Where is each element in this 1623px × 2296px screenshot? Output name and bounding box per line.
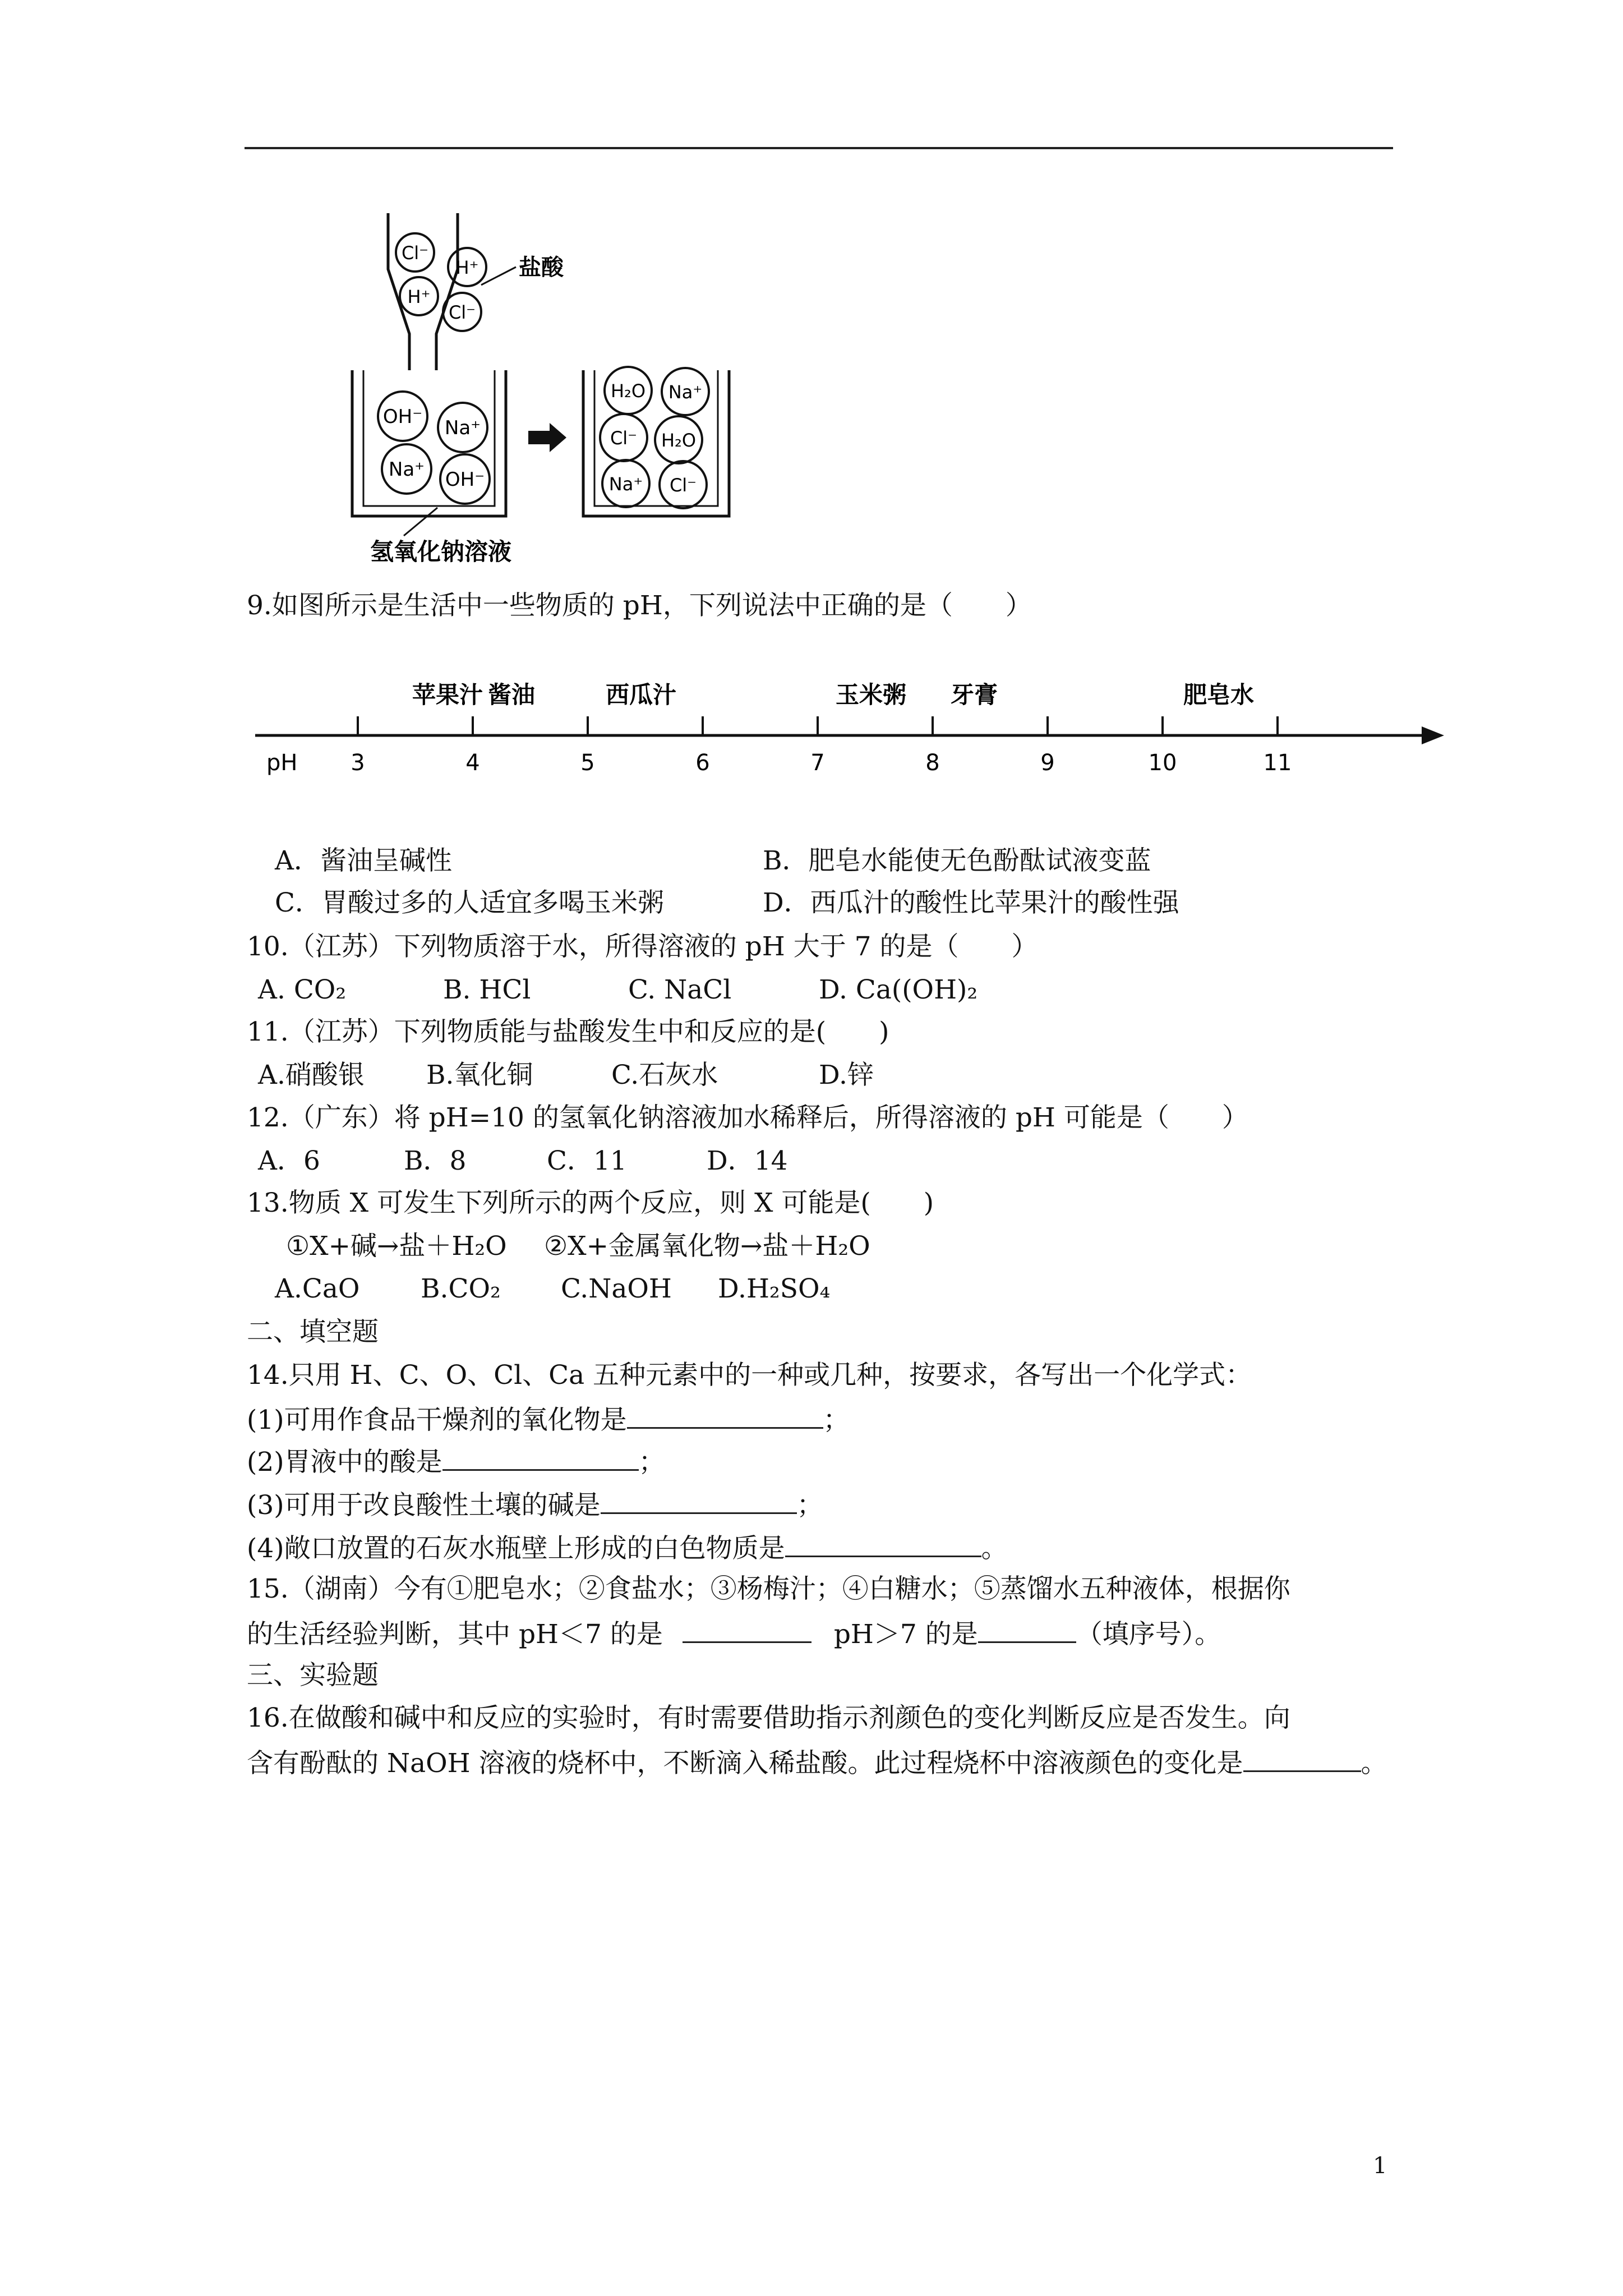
q13-reaction-1: ①X+碱→盐＋H₂O	[286, 1231, 507, 1262]
q13-reaction-2: ②X+金属氧化物→盐＋H₂O	[544, 1231, 870, 1262]
q14-item-2	[247, 1443, 665, 1479]
q10-option-d: D. Ca((OH)₂	[819, 974, 978, 1005]
q10-option-a: A. CO₂	[258, 974, 347, 1005]
q13-option-d: D.H₂SO₄	[718, 1273, 831, 1304]
q14-stem: 14.只用 H、C、O、Cl、Ca 五种元素中的一种或几种，按要求，各写出一个化学式：	[247, 1360, 1252, 1391]
ph-tick-label: 8	[925, 750, 940, 776]
beaker-right-ion-6: Cl⁻	[669, 475, 697, 496]
q9-option-b: B．肥皂水能使无色酚酞试液变蓝	[763, 845, 1151, 876]
substance-soap-water: 肥皂水	[1183, 681, 1255, 708]
header-rule	[245, 147, 1393, 149]
q14-item-1-text: (1)可用作食品干燥剂的氧化物是	[247, 1405, 627, 1435]
funnel-ion-1: Cl⁻	[401, 242, 429, 264]
q11-option-d: D.锌	[819, 1060, 874, 1091]
ph-tick-label: 9	[1040, 750, 1055, 776]
q16-end: 。	[1361, 1748, 1387, 1779]
beaker-left-ion-4: OH⁻	[445, 468, 485, 491]
q13-option-b: B.CO₂	[421, 1273, 501, 1304]
q15-line-2	[247, 1616, 1221, 1651]
q14-blank-4[interactable]	[785, 1530, 981, 1557]
substance-corn-porridge: 玉米粥	[836, 681, 907, 708]
q12-option-c: C．11	[547, 1145, 627, 1176]
ph-tick-label: 3	[351, 750, 365, 776]
q14-blank-1[interactable]	[627, 1401, 823, 1429]
beaker-left-ion-1: OH⁻	[382, 406, 423, 428]
ph-tick-label: 7	[810, 750, 825, 776]
q10-stem: 10.（江苏）下列物质溶于水，所得溶液的 pH 大于 7 的是（ ）	[247, 931, 1038, 962]
beaker-right-ion-5: Na⁺	[608, 473, 643, 495]
ph-tick-label: 11	[1263, 750, 1292, 776]
q12-option-d: D．14	[707, 1145, 788, 1176]
q13-stem: 13.物质 X 可发生下列所示的两个反应，则 X 可能是( )	[247, 1188, 934, 1218]
ph-label: pH	[266, 750, 298, 776]
q9-option-c: C．胃酸过多的人适宜多喝玉米粥	[275, 887, 664, 918]
q9-option-a: A．酱油呈碱性	[275, 845, 452, 876]
q12-stem: 12.（广东）将 pH=10 的氢氧化钠溶液加水稀释后，所得溶液的 pH 可能是（ ）	[247, 1102, 1248, 1133]
q11-stem: 11.（江苏）下列物质能与盐酸发生中和反应的是( )	[247, 1016, 889, 1047]
ph-tick-label: 5	[580, 750, 595, 776]
q11-option-a: A.硝酸银	[258, 1060, 365, 1091]
funnel-ion-4: Cl⁻	[448, 302, 476, 323]
q14-item-4	[247, 1530, 1008, 1566]
q14-item-2-end: ；	[638, 1447, 665, 1478]
substance-watermelon-juice: 西瓜汁	[606, 681, 677, 708]
q14-item-4-end: 。	[981, 1533, 1008, 1564]
neutralization-diagram	[336, 213, 785, 572]
q14-item-1	[247, 1401, 850, 1437]
q16-blank[interactable]	[1243, 1745, 1361, 1772]
q9-option-d: D．西瓜汁的酸性比苹果汁的酸性强	[763, 887, 1179, 918]
q15-text-c: （填序号）。	[1076, 1619, 1221, 1650]
ph-tick-label: 4	[465, 750, 480, 776]
funnel-ion-3: H⁺	[407, 286, 431, 307]
beaker-right-ion-4: H₂O	[661, 430, 697, 451]
q14-item-1-end: ；	[823, 1405, 850, 1435]
beaker-right-ion-2: Na⁺	[668, 381, 703, 403]
beaker-right-ion-3: Cl⁻	[610, 427, 638, 449]
q11-option-c: C.石灰水	[611, 1060, 718, 1091]
q14-blank-2[interactable]	[442, 1443, 639, 1471]
funnel-label: 盐酸	[519, 255, 564, 280]
q14-item-3-end: ；	[796, 1490, 823, 1521]
q16-line-2	[247, 1745, 1387, 1780]
reaction-arrow-icon	[528, 423, 566, 452]
q15-blank-2[interactable]	[978, 1616, 1076, 1643]
section-experiment: 三、实验题	[247, 1660, 379, 1691]
substance-soy-sauce: 酱油	[488, 681, 536, 708]
ph-scale	[255, 670, 1444, 783]
funnel-ion-2: H⁺	[455, 257, 479, 278]
q14-item-3	[247, 1487, 823, 1522]
q9-stem: 9.如图所示是生活中一些物质的 pH，下列说法中正确的是（ ）	[247, 590, 1032, 621]
q15-line-1: 15.（湖南）今有①肥皂水；②食盐水；③杨梅汁；④白糖水；⑤蒸馏水五种液体，根据你	[247, 1573, 1290, 1604]
q12-option-a: A．6	[258, 1145, 320, 1176]
axis-arrow-icon	[1422, 726, 1444, 744]
q16-line-1: 16.在做酸和碱中和反应的实验时，有时需要借助指示剂颜色的变化判断反应是否发生。向	[247, 1703, 1290, 1733]
q14-blank-3[interactable]	[601, 1487, 797, 1514]
q16-text: 含有酚酞的 NaOH 溶液的烧杯中，不断滴入稀盐酸。此过程烧杯中溶液颜色的变化是	[247, 1748, 1243, 1779]
ph-tick-label: 10	[1148, 750, 1177, 776]
q10-option-c: C. NaCl	[628, 974, 732, 1005]
q15-text-a: 的生活经验判断，其中 pH＜7 的是	[247, 1619, 663, 1650]
ph-tick-label: 6	[695, 750, 710, 776]
beaker-label: 氢氧化钠溶液	[370, 538, 512, 565]
q15-text-b: pH＞7 的是	[833, 1619, 978, 1650]
q10-option-b: B. HCl	[443, 974, 531, 1005]
q13-option-a: A.CaO	[275, 1273, 360, 1304]
beaker-right-ion-1: H₂O	[610, 380, 646, 402]
q12-option-b: B．8	[404, 1145, 467, 1176]
beaker-left-ion-2: Na⁺	[444, 417, 481, 439]
beaker-left-ion-3: Na⁺	[388, 458, 425, 481]
substance-toothpaste: 牙膏	[951, 681, 998, 708]
q11-option-b: B.氧化铜	[426, 1060, 533, 1091]
q14-item-2-text: (2)胃液中的酸是	[247, 1447, 442, 1478]
page-number: 1	[1373, 2153, 1387, 2179]
substance-apple-juice: 苹果汁	[412, 681, 483, 708]
q13-option-c: C.NaOH	[561, 1273, 672, 1304]
section-fill-in: 二、填空题	[247, 1317, 379, 1347]
q15-blank-1[interactable]	[683, 1616, 811, 1643]
q14-item-4-text: (4)敞口放置的石灰水瓶壁上形成的白色物质是	[247, 1533, 785, 1564]
q14-item-3-text: (3)可用于改良酸性土壤的碱是	[247, 1490, 601, 1521]
